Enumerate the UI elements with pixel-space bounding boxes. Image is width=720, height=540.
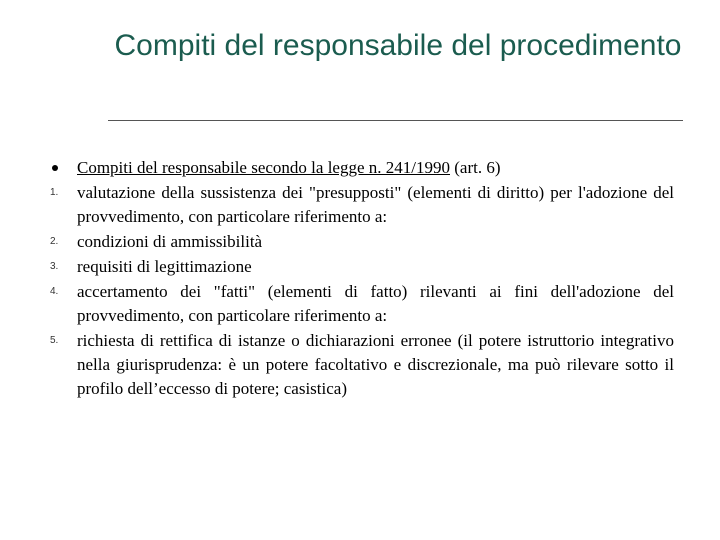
list-item-text: valutazione della sussistenza dei "presupposti" (elementi di diritto) per l'adozione del provvedimento, con particolare riferimento a: <box>77 183 674 226</box>
list-item-text: condizioni di ammissibilità <box>77 232 263 251</box>
list-item <box>50 181 674 229</box>
slide-title: Compiti del responsabile del procedimento <box>114 29 682 62</box>
heading-bullet-item <box>50 156 674 180</box>
heading-underlined-text: Compiti del responsabile secondo la legge n. 241/1990 <box>77 158 450 177</box>
list-item-text: accertamento dei "fatti" (elementi di fatto) rilevanti ai fini dell'adozione del provvedimento, con particolare riferimento a: <box>77 282 674 325</box>
list-item <box>50 280 674 328</box>
list-item-number: 1. <box>50 187 59 198</box>
list-item-number: 5. <box>50 335 59 346</box>
list-item-number: 3. <box>50 261 59 272</box>
list-item-text: requisiti di legittimazione <box>77 257 252 276</box>
title-divider <box>108 120 683 121</box>
list-item-number: 2. <box>50 236 59 247</box>
list-item <box>50 329 674 401</box>
list-item <box>50 255 674 279</box>
list-item <box>50 230 674 254</box>
list-item-number: 4. <box>50 286 59 297</box>
heading-suffix-text: (art. 6) <box>450 158 501 177</box>
content-list <box>50 156 674 402</box>
list-item-text: richiesta di rettifica di istanze o dichiarazioni erronee (il potere istruttorio integrativo nella giurisprudenza: è un potere facoltativo e discrezionale, ma può rilevare sotto il profilo dell’eccesso di potere; casistica) <box>77 331 674 398</box>
